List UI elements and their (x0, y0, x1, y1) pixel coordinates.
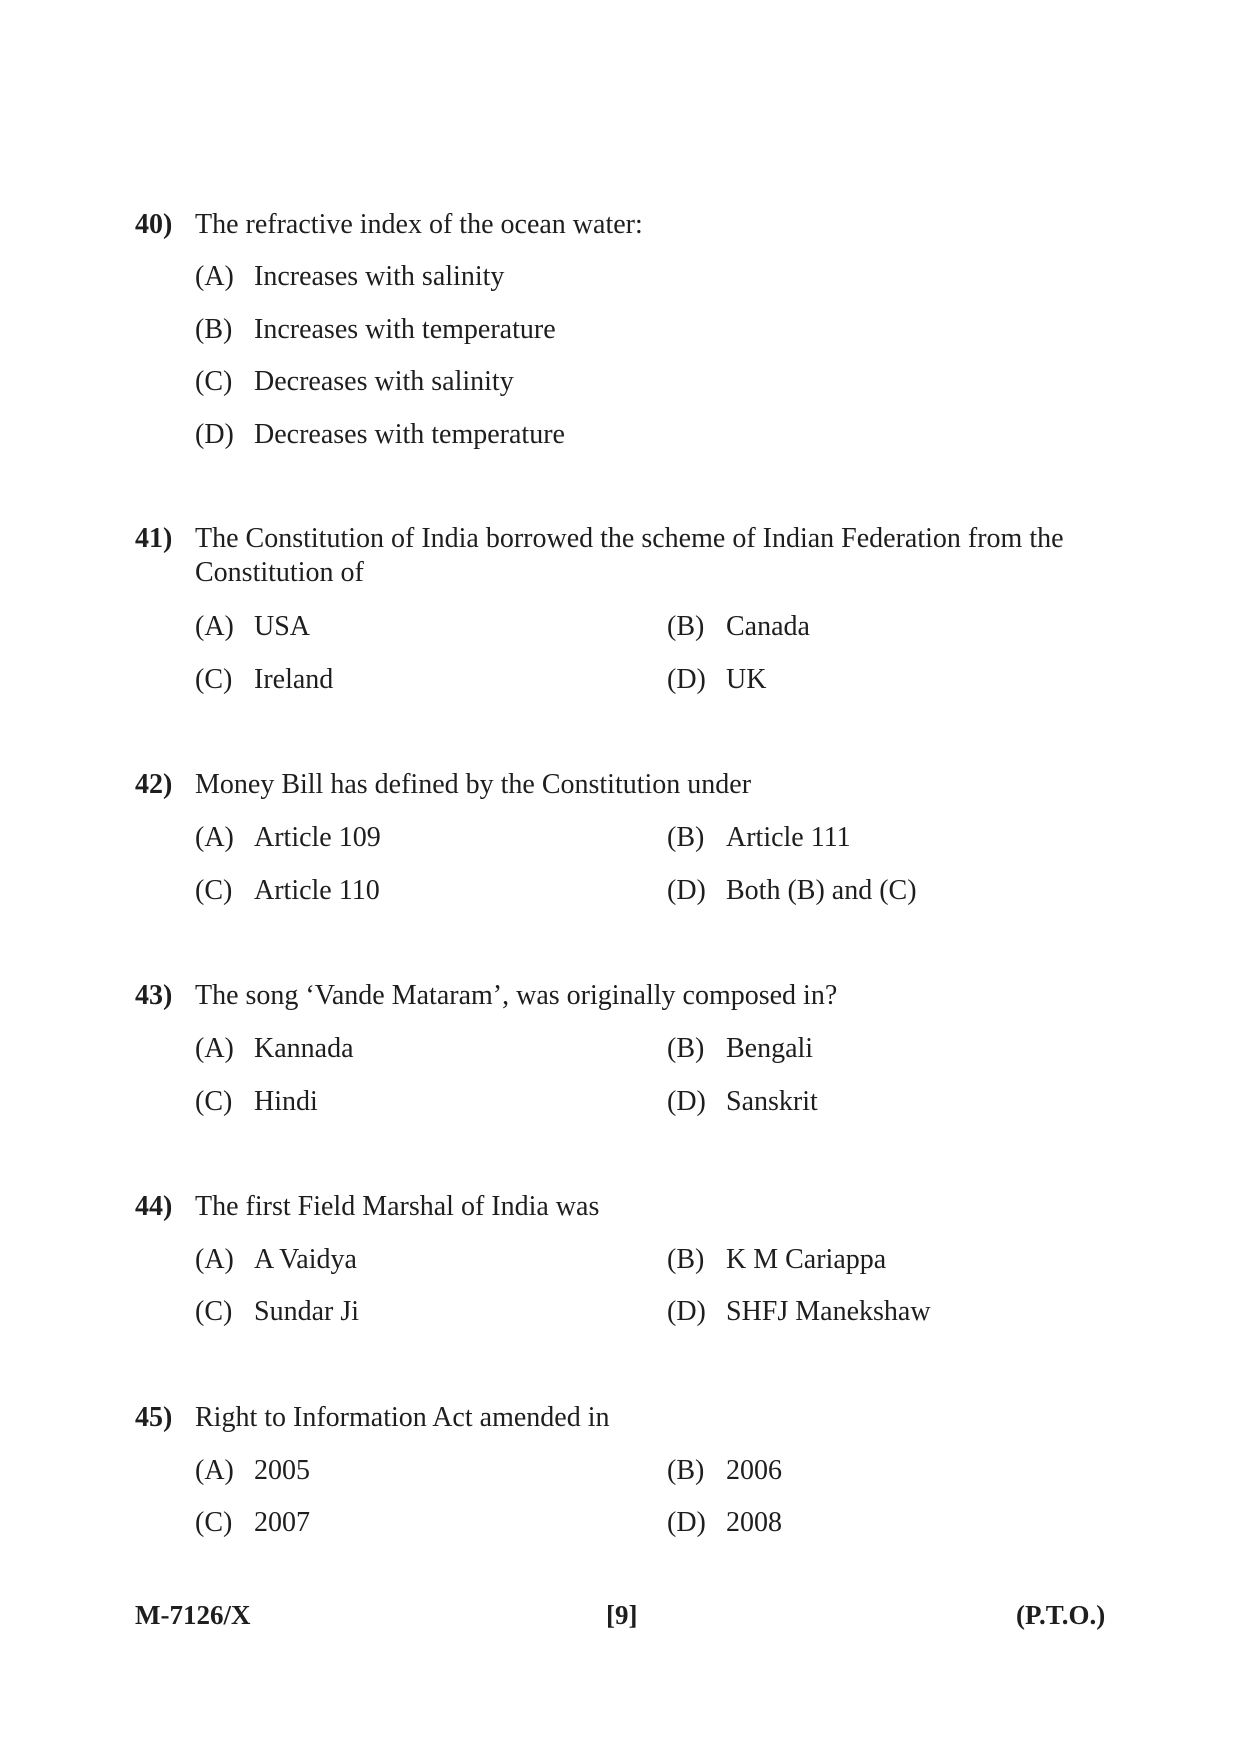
question-text: The song ‘Vande Mataram’, was originally composed in? (195, 980, 838, 1011)
question-number: 43) (135, 980, 173, 1011)
option-text: K M Cariappa (726, 1244, 887, 1275)
option-text: UK (726, 664, 767, 695)
option-text: Ireland (254, 664, 334, 695)
option-text: Decreases with salinity (254, 366, 514, 397)
option-40-d (195, 418, 565, 452)
option-44-b (667, 1243, 886, 1277)
option-44-c (195, 1295, 359, 1329)
option-45-c (195, 1506, 310, 1540)
question-number: 45) (135, 1402, 173, 1433)
option-41-b (667, 610, 810, 644)
question-text: Money Bill has defined by the Constitution under (195, 769, 752, 800)
option-label: (B) (667, 1033, 705, 1064)
option-41-d (667, 663, 766, 697)
option-text: 2008 (726, 1507, 782, 1538)
option-41-c (195, 663, 333, 697)
question-text: The Constitution of India borrowed the scheme of Indian Federation from the Constitution of (195, 523, 1064, 588)
option-45-b (667, 1454, 782, 1488)
question-number: 41) (135, 523, 173, 554)
option-label: (A) (195, 1455, 234, 1486)
option-43-d (667, 1085, 818, 1119)
option-text: Increases with salinity (254, 261, 505, 292)
option-label: (C) (195, 1086, 233, 1117)
question-text: The refractive index of the ocean water: (195, 209, 643, 240)
option-44-a (195, 1243, 357, 1277)
page-number: [9] (606, 1600, 638, 1630)
option-text: 2005 (254, 1455, 310, 1486)
option-42-a (195, 821, 381, 855)
option-44-d (667, 1295, 931, 1329)
option-label: (A) (195, 1033, 234, 1064)
option-text: USA (254, 611, 311, 642)
option-text: A Vaidya (254, 1244, 357, 1275)
option-40-b (195, 313, 556, 347)
option-text: Article 110 (254, 875, 380, 906)
option-label: (D) (667, 1086, 706, 1117)
option-45-d (667, 1506, 782, 1540)
option-label: (B) (667, 1455, 705, 1486)
paper-code: M-7126/X (135, 1600, 251, 1630)
question-number: 40) (135, 209, 173, 240)
option-text: Hindi (254, 1086, 318, 1117)
question-number: 42) (135, 769, 173, 800)
option-label: (A) (195, 1244, 234, 1275)
option-label: (D) (667, 1296, 706, 1327)
option-label: (B) (667, 822, 705, 853)
option-label: (B) (195, 314, 233, 345)
option-label: (C) (195, 664, 233, 695)
option-43-a (195, 1032, 354, 1066)
option-label: (C) (195, 1296, 233, 1327)
option-text: Decreases with temperature (254, 419, 565, 450)
option-43-c (195, 1085, 318, 1119)
option-45-a (195, 1454, 310, 1488)
option-label: (A) (195, 611, 234, 642)
question-text: The first Field Marshal of India was (195, 1191, 600, 1222)
option-43-b (667, 1032, 813, 1066)
question-number: 44) (135, 1191, 173, 1222)
option-label: (D) (667, 875, 706, 906)
option-text: Bengali (726, 1033, 814, 1064)
option-text: 2006 (726, 1455, 782, 1486)
option-label: (C) (195, 366, 233, 397)
option-label: (D) (195, 419, 234, 450)
option-label: (C) (195, 875, 233, 906)
option-text: Article 109 (254, 822, 381, 853)
option-text: Kannada (254, 1033, 354, 1064)
option-text: Both (B) and (C) (726, 875, 917, 906)
option-label: (D) (667, 1507, 706, 1538)
please-turn-over: (P.T.O.) (1016, 1600, 1106, 1630)
option-40-c (195, 365, 514, 399)
option-label: (C) (195, 1507, 233, 1538)
option-label: (B) (667, 611, 705, 642)
option-42-b (667, 821, 851, 855)
option-label: (B) (667, 1244, 705, 1275)
option-text: SHFJ Manekshaw (726, 1296, 931, 1327)
option-text: Sanskrit (726, 1086, 818, 1117)
option-text: Increases with temperature (254, 314, 556, 345)
option-40-a (195, 260, 504, 294)
option-41-a (195, 610, 310, 644)
question-text: Right to Information Act amended in (195, 1402, 610, 1433)
option-text: Article 111 (726, 822, 851, 853)
option-text: 2007 (254, 1507, 310, 1538)
option-text: Canada (726, 611, 810, 642)
option-text: Sundar Ji (254, 1296, 359, 1327)
option-label: (D) (667, 664, 706, 695)
option-label: (A) (195, 261, 234, 292)
option-42-c (195, 874, 380, 908)
option-label: (A) (195, 822, 234, 853)
option-42-d (667, 874, 917, 908)
